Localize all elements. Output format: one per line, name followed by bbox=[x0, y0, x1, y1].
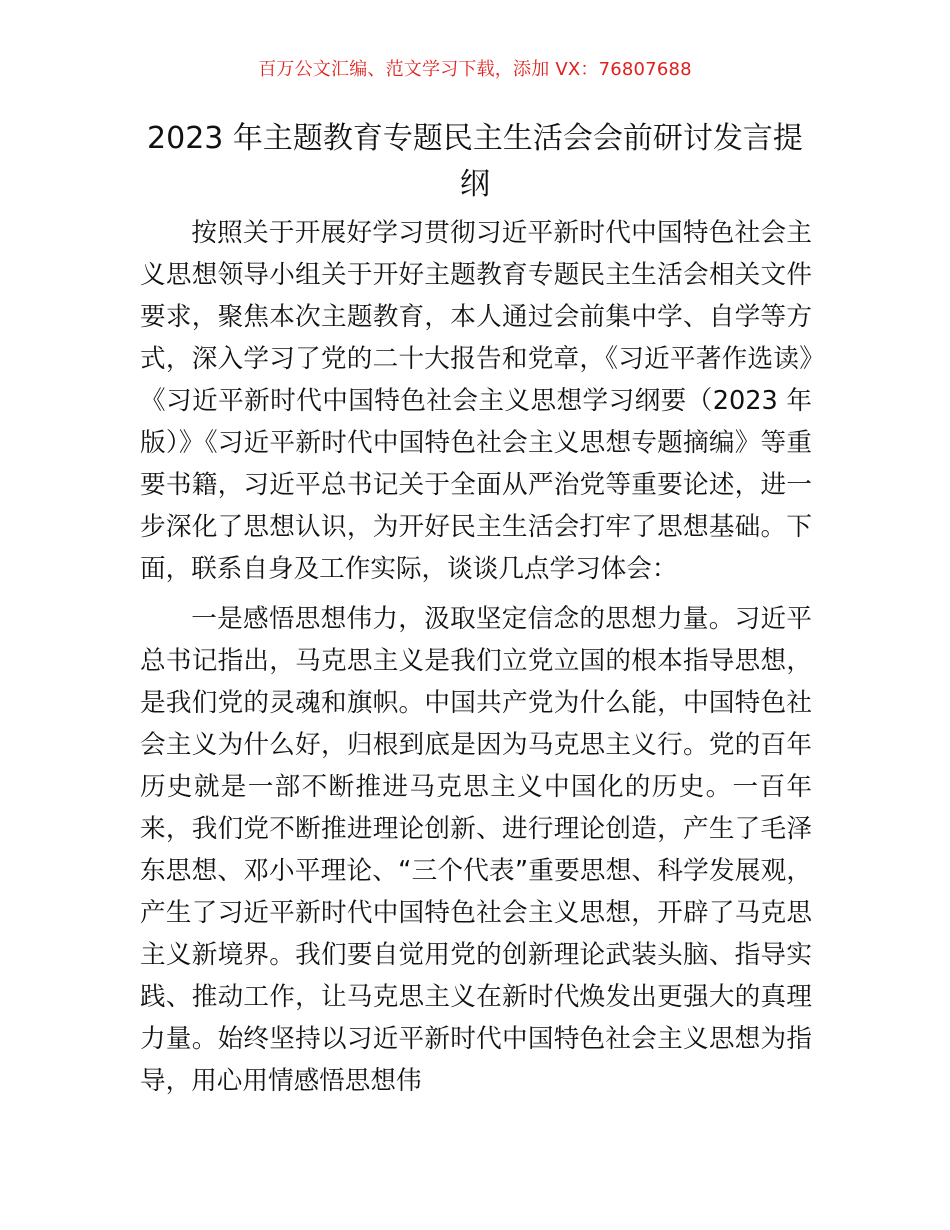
document-title: 2023 年主题教育专题民主生活会会前研讨发言提纲 bbox=[147, 121, 803, 202]
document-body bbox=[140, 212, 812, 1102]
header-watermark-text: 百万公文汇编、范文学习下载，添加 VX：76807688 bbox=[258, 59, 692, 80]
paragraph-point-one: 一是感悟思想伟力，汲取坚定信念的思想力量。习近平总书记指出，马克思主义是我们立党立国的根本指导思想，是我们党的灵魂和旗帜。中国共产党为什么能，中国特色社会主义为什么好，归根到底是因为马克思主义行。党的百年历史就是一部不断推进马克思主义中国化的历史。一百年来，我们党不断推进理论创新、进行理论创造，产生了毛泽东思想、邓小平理论、“三个代表”重要思想、科学发展观，产生了习近平新时代中国特色社会主义思想，开辟了马克思主义新境界。我们要自觉用党的创新理论武装头脑、指导实践、推动工作，让马克思主义在新时代焕发出更强大的真理力量。始终坚持以习近平新时代中国特色社会主义思想为指导，用心用情感悟思想伟 bbox=[140, 604, 812, 1096]
paragraph-intro: 按照关于开展好学习贯彻习近平新时代中国特色社会主义思想领导小组关于开好主题教育专题民主生活会相关文件要求，聚焦本次主题教育，本人通过会前集中学、自学等方式，深入学习了党的二十大报告和党章，《习近平著作选读》《习近平新时代中国特色社会主义思想学习纲要（2023 年版）》《习近平新时代中国特色社会主义思想专题摘编》等重要书籍，习近平总书记关于全面从严治党等重要论述，进一步深化了思想认识，为开好民主生活会打牢了思想基础。下面，联系自身及工作实际，谈谈几点学习体会： bbox=[140, 218, 812, 584]
